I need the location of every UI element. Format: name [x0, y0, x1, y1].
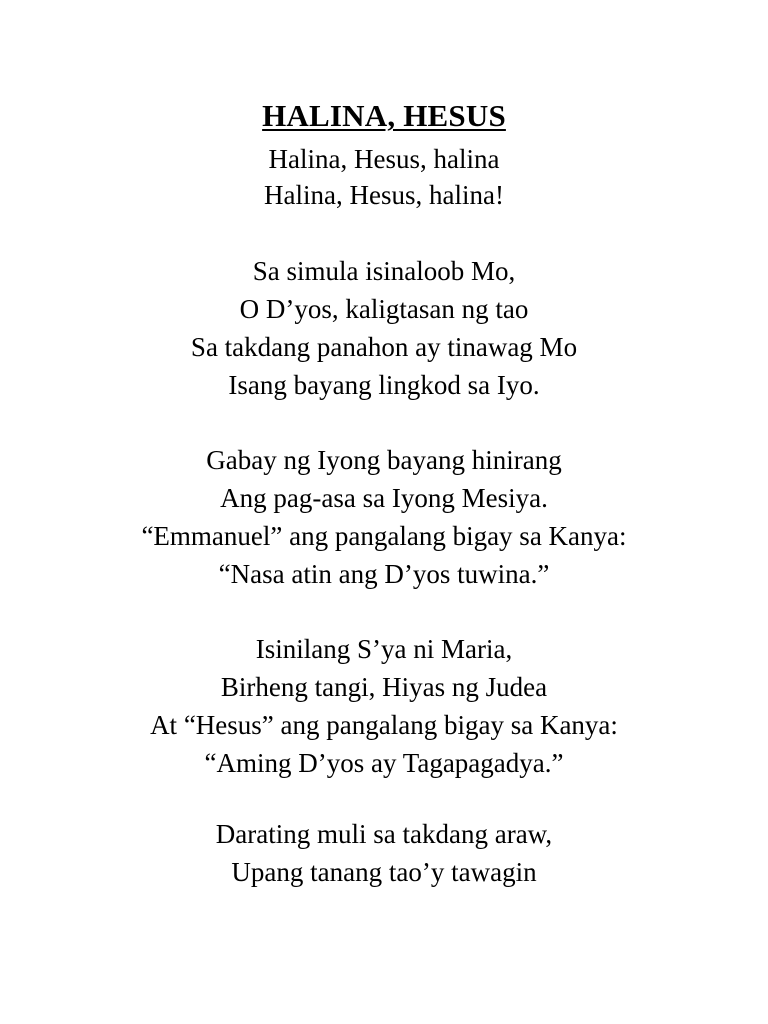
verse-line: Upang tanang tao’y tawagin: [231, 857, 537, 887]
verse-line: Isang bayang lingkod sa Iyo.: [228, 370, 540, 400]
verse-line: At “Hesus” ang pangalang bigay sa Kanya:: [150, 710, 618, 740]
verse-line: Birheng tangi, Hiyas ng Judea: [220, 672, 548, 702]
verse-line: “Nasa atin ang D’yos tuwina.”: [218, 559, 550, 589]
verse-line: Sa simula isinaloob Mo,: [252, 256, 516, 286]
verse-line: “Aming D’yos ay Tagapagadya.”: [204, 748, 564, 778]
verse-line: Gabay ng Iyong bayang hinirang: [206, 445, 562, 475]
verse-line: “Emmanuel” ang pangalang bigay sa Kanya:: [141, 521, 627, 551]
verse-line: Darating muli sa takdang araw,: [215, 819, 553, 849]
verse-line: Ang pag-asa sa Iyong Mesiya.: [220, 483, 548, 513]
refrain-line: Halina, Hesus, halina: [268, 144, 500, 174]
verse-line: Sa takdang panahon ay tinawag Mo: [190, 332, 578, 362]
refrain-line: Halina, Hesus, halina!: [264, 180, 504, 210]
song-title: HALINA, HESUS: [262, 98, 506, 133]
verse-line: Isinilang S’ya ni Maria,: [255, 634, 513, 664]
verse-line: O D’yos, kaligtasan ng tao: [239, 294, 529, 324]
